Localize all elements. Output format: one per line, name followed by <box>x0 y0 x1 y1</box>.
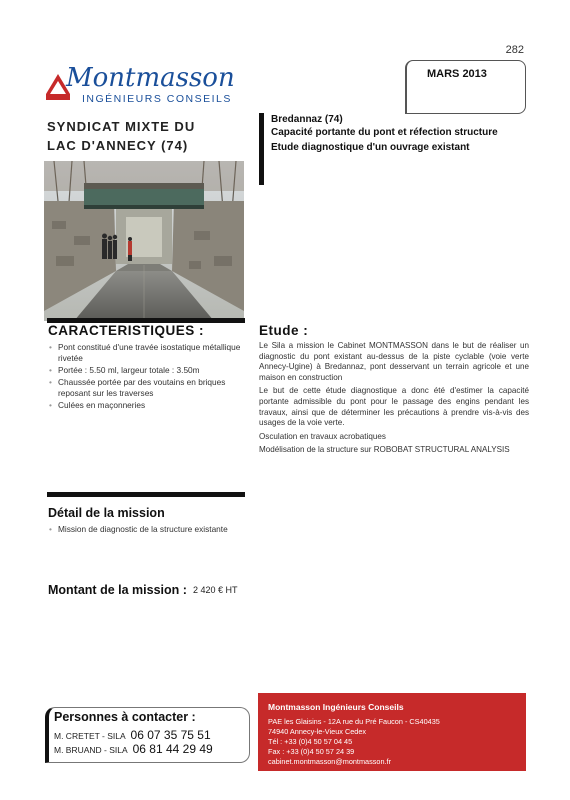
company-address-line: PAE les Glaisins - 12A rue du Pré Faucon - CS40435 <box>268 717 440 726</box>
list-item: • Mission de diagnostic de la structure existante <box>48 524 268 535</box>
etude-title: Etude : <box>259 323 309 338</box>
company-fax: Fax : +33 (0)4 50 57 24 39 <box>268 747 355 756</box>
company-address-line: 74940 Annecy-le-Vieux Cedex <box>268 727 367 736</box>
etude-paragraph: Le but de cette étude diagnostique a donc été d'estimer la capacité portante admissible du pont pour le passage des engins pendant les travaux, ainsi que de déterminer les précautions à prendre vis-à-vis des usages de la voie verte. <box>259 386 529 428</box>
montant-label: Montant de la mission : <box>48 583 187 597</box>
list-item: • Culées en maçonneries <box>48 400 244 411</box>
bridge-photo <box>44 161 244 321</box>
list-item: • Chaussée portée par des voutains en briques reposant sur les traverses <box>48 377 244 399</box>
company-phone: Tél : +33 (0)4 50 57 04 45 <box>268 737 353 746</box>
client-line-1: SYNDICAT MIXTE DU <box>47 119 196 134</box>
etude-paragraph: Le Sila a mission le Cabinet MONTMASSON dans le but de réaliser un diagnostic du pont existant au-dessus de la piste cyclable (voie verte Annecy-Ugine) à Bredannaz, pont desservant un terrain agricole et une maison en construction <box>259 341 529 382</box>
section-divider-detail <box>47 492 245 497</box>
contacts-title: Personnes à contacter : <box>54 710 196 724</box>
company-email-link[interactable]: cabinet.montmasson@montmasson.fr <box>268 757 391 766</box>
page-number: 282 <box>505 44 524 56</box>
etude-body <box>259 341 529 459</box>
client-name <box>47 117 195 155</box>
project-accent-bar <box>259 113 264 185</box>
project-subtitle: Etude diagnostique d'un ouvrage existant <box>271 142 470 153</box>
contact-name: M. BRUAND - SILA <box>54 745 128 755</box>
contact-row <box>54 728 211 742</box>
client-line-2: LAC D'ANNECY (74) <box>47 138 189 153</box>
logo-wordmark: Montmasson <box>66 63 235 93</box>
company-address <box>268 717 440 767</box>
contact-phone[interactable]: 06 07 35 75 51 <box>130 728 211 742</box>
project-title: Capacité portante du pont et réfection structure <box>271 126 498 138</box>
etude-paragraph: Osculation en travaux acrobatiques <box>259 431 386 441</box>
project-location: Bredannaz (74) <box>271 114 343 125</box>
list-item: • Portée : 5.50 ml, largeur totale : 3.50m <box>48 365 244 376</box>
caracteristiques-list <box>48 342 244 412</box>
contact-phone[interactable]: 06 81 44 29 49 <box>132 742 213 756</box>
etude-paragraph: Modélisation de la structure sur ROBOBAT STRUCTURAL ANALYSIS <box>259 445 510 455</box>
caracteristiques-title: CARACTERISTIQUES : <box>48 323 205 338</box>
date-text: MARS 2013 <box>427 68 487 80</box>
detail-title: Détail de la mission <box>48 506 165 520</box>
montant-value: 2 420 € HT <box>193 585 238 595</box>
list-item: • Pont constitué d'une travée isostatique métallique rivetée <box>48 342 244 364</box>
logo-subtitle: INGÉNIEURS CONSEILS <box>82 93 232 105</box>
project-header <box>271 114 498 155</box>
contact-name: M. CRETET - SILA <box>54 731 126 741</box>
contact-row <box>54 742 213 756</box>
detail-list <box>48 524 268 536</box>
company-name: Montmasson Ingénieurs Conseils <box>268 702 404 712</box>
